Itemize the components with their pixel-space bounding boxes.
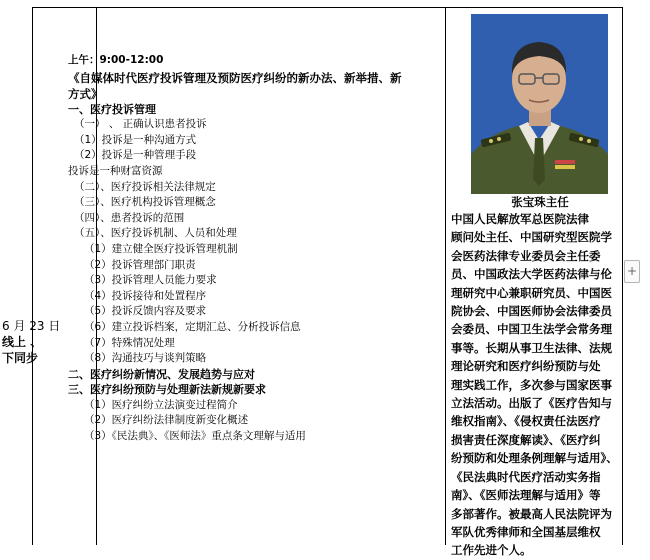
add-row-button[interactable]: [624, 260, 640, 283]
bio-line: 会委员、中国卫生法学会常务理: [451, 322, 612, 337]
outline-item: （二）、医疗投诉相关法律规定: [74, 180, 216, 193]
outline-item: （2）投诉是一种管理手段: [74, 149, 197, 162]
outline-item: （四）、患者投诉的范围: [74, 211, 185, 224]
outline-item: （3）投诉管理人员能力要求: [84, 274, 217, 287]
speaker-name: 张宝珠主任: [511, 195, 569, 209]
outline-item: （4）投诉接待和处置程序: [84, 289, 207, 302]
bio-line: 维权指南》、《侵权责任法医疗: [451, 414, 601, 429]
bio-line: 南》、《医师法理解与适用》等: [451, 488, 601, 503]
plus-icon: +: [626, 264, 638, 278]
outline-heading: 一、医疗投诉管理: [68, 102, 156, 116]
bio-line: 立法活动。出版了《医疗告知与: [451, 396, 612, 411]
course-title-line: 《自媒体时代医疗投诉管理及预防医疗纠纷的新办法、新举措、新: [68, 70, 402, 85]
course-title: [68, 70, 408, 102]
outline-item: （1）投诉是一种沟通方式: [74, 133, 197, 146]
bio-line: 院协会、中国医师协会法律委员: [451, 304, 612, 319]
outline-item: （7）特殊情况处理: [84, 336, 175, 349]
outline-item: （1）建立健全医疗投诉管理机制: [84, 242, 238, 255]
outline-item: （三）、医疗机构投诉管理概念: [74, 196, 216, 209]
outline-item: （1）医疗纠纷立法演变过程简介: [84, 398, 238, 411]
bio-line: 损害责任深度解读》、《医疗纠: [451, 432, 601, 447]
outline-item: （2）投诉管理部门职责: [84, 258, 196, 271]
outline-item: （一） 、 正确认识患者投诉: [74, 118, 207, 131]
portrait-image: [471, 14, 608, 194]
outline-item: （5）投诉反馈内容及要求: [84, 305, 207, 318]
speaker-photo: [471, 14, 608, 194]
bio-line: 理论研究和医疗纠纷预防与处: [451, 359, 601, 374]
outline-item: 投诉是一种财富资源: [68, 164, 163, 177]
outline-heading: 三、医疗纠纷预防与处理新法新规新要求: [68, 383, 266, 397]
bio-line: 多部著作。被最高人民法院评为: [451, 506, 612, 521]
outline-list: [68, 102, 408, 445]
course-title-line: 方式》: [68, 86, 103, 101]
bio-line: 工作先进个人。: [451, 543, 532, 558]
date-cell: [2, 318, 62, 366]
bio-line: 顾问处主任、中国研究型医院学: [451, 230, 612, 245]
session-time: 上午：9:00-12:00: [68, 54, 164, 66]
date-day: 6 月 23 日: [2, 319, 61, 333]
date-session: 线上 、: [2, 335, 43, 349]
outline-item: （五）、医疗投诉机制、人员和处理: [74, 227, 237, 240]
outline-item: （6）建立投诉档案，定期汇总、分析投诉信息: [84, 320, 301, 333]
outline-item: （2）医疗纠纷法律制度新变化概述: [84, 414, 249, 427]
outline-heading: 二、医疗纠纷新情况、发展趋势与应对: [68, 367, 255, 381]
date-mode: 下同步: [2, 351, 39, 365]
speaker-bio: [451, 210, 624, 560]
bio-line: 理实践工作，多次参与国家医事: [451, 377, 612, 392]
outline-item: （3）《民法典》、《医师法》重点条文理解与适用: [84, 430, 306, 443]
bio-line: 纷预防和处理条例理解与适用》、: [451, 451, 618, 466]
bio-line: 《民法典时代医疗活动实务指: [451, 469, 601, 484]
bio-line: 员、中国政法大学医药法律与伦: [451, 267, 612, 282]
outline-item: （8）沟通技巧与谈判策略: [84, 352, 207, 365]
bio-line: 事等。长期从事卫生法律、法规: [451, 340, 612, 355]
course-outline: [68, 53, 408, 445]
bio-line: 中国人民解放军总医院法律: [451, 212, 589, 226]
bio-line: 军队优秀律师和全国基层维权: [451, 524, 601, 539]
bio-line: 会医药法律专业委员会主任委: [451, 248, 601, 263]
bio-line: 理研究中心兼职研究员、中国医: [451, 285, 612, 300]
